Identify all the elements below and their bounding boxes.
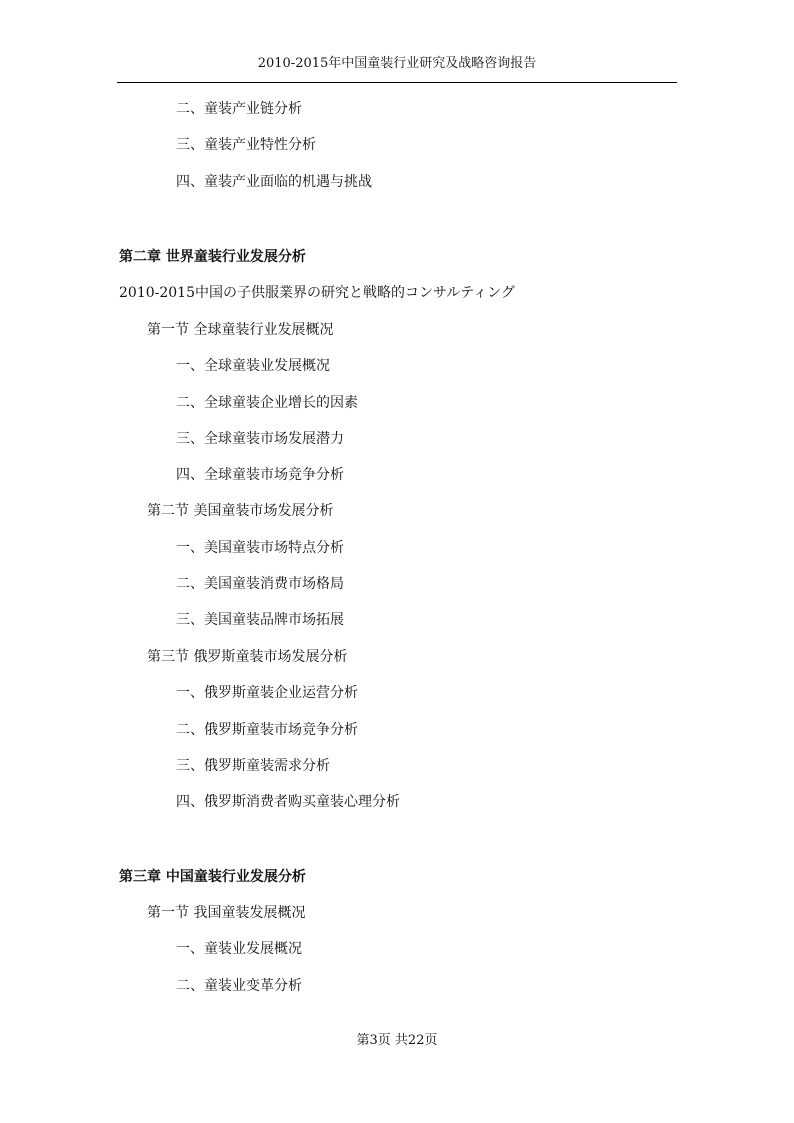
page-number: 第3页 共22页	[356, 1033, 438, 1048]
toc-chapter-2-heading: 第二章 世界童装行业发展分析	[119, 249, 306, 265]
toc-item-global-development: 一、全球童装业发展概况	[176, 358, 330, 374]
toc-item-russia-competition: 二、俄罗斯童装市场竞争分析	[176, 722, 358, 738]
toc-item-global-competition: 四、全球童装市场竞争分析	[176, 467, 344, 483]
toc-item-global-market-potential: 三、全球童装市场发展潜力	[176, 431, 344, 447]
page-header: 2010-2015年中国童装行业研究及战略咨询报告	[257, 56, 537, 71]
toc-section-global-overview: 第一节 全球童装行业发展概况	[147, 322, 334, 338]
toc-item-us-characteristics: 一、美国童装市场特点分析	[176, 540, 344, 556]
toc-item-industry-characteristics: 三、童装产业特性分析	[176, 137, 316, 153]
toc-item-industry-development: 一、童装业发展概况	[176, 941, 302, 957]
toc-item-russia-operations: 一、俄罗斯童装企业运营分析	[176, 685, 358, 701]
toc-section-china-overview: 第一节 我国童装发展概况	[147, 905, 306, 921]
toc-item-industry-chain: 二、童装产业链分析	[176, 101, 302, 117]
toc-section-russia-market: 第三节 俄罗斯童装市场发展分析	[147, 649, 348, 665]
toc-japanese-title: 2010-2015中国の子供服業界の研究と戦略的コンサルティング	[119, 285, 515, 301]
toc-item-us-consumption-pattern: 二、美国童装消费市场格局	[176, 576, 344, 592]
toc-item-russia-demand: 三、俄罗斯童装需求分析	[176, 758, 330, 774]
toc-item-russia-consumer-psychology: 四、俄罗斯消费者购买童装心理分析	[176, 794, 400, 810]
toc-item-us-brand-expansion: 三、美国童装品牌市场拓展	[176, 612, 344, 628]
toc-chapter-3-heading: 第三章 中国童装行业发展分析	[119, 869, 306, 885]
toc-section-us-market: 第二节 美国童装市场发展分析	[147, 503, 334, 519]
toc-item-industry-reform: 二、童装业变革分析	[176, 978, 302, 994]
header-divider	[117, 82, 677, 83]
toc-item-global-growth-factors: 二、全球童装企业增长的因素	[176, 395, 358, 411]
toc-item-opportunities-challenges: 四、童装产业面临的机遇与挑战	[176, 174, 372, 190]
